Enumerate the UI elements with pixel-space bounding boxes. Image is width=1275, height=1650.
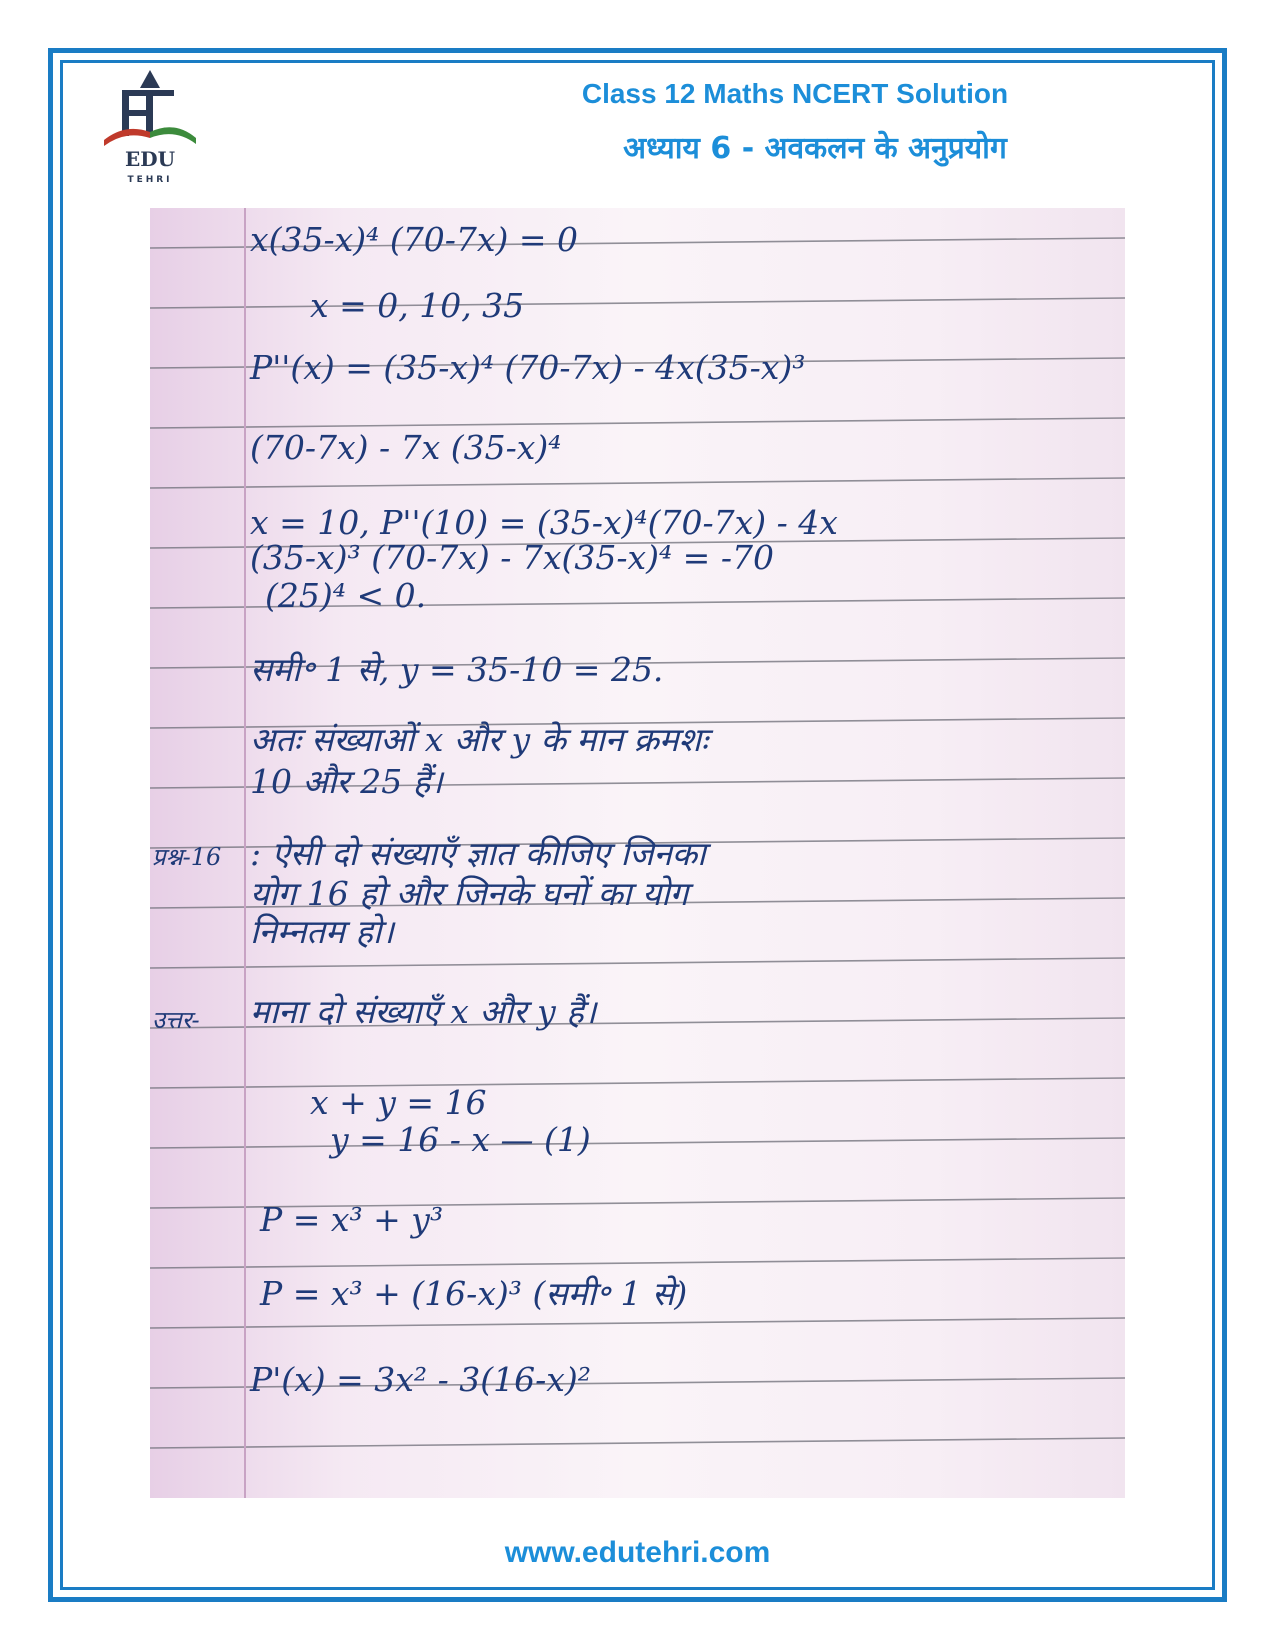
note-line-9: अतः संख्याओं x और y के मान क्रमशः [250, 720, 708, 759]
question-label: प्रश्न-16 [152, 843, 222, 871]
note-line-7: (25)⁴ < 0. [265, 576, 427, 615]
note-line-11: : ऐसी दो संख्याएँ ज्ञात कीजिए जिनका [250, 834, 706, 873]
note-line-16: y = 16 - x — (1) [330, 1120, 591, 1159]
note-line-10: 10 और 25 हैं। [250, 762, 443, 801]
logo-t-stem [146, 90, 153, 136]
logo-subtext: TEHRI [127, 175, 173, 185]
note-line-3: P''(x) = (35-x)⁴ (70-7x) - 4x(35-x)³ [250, 348, 806, 387]
note-line-4: (70-7x) - 7x (35-x)⁴ [250, 428, 562, 467]
logo-red-arc [104, 129, 150, 146]
note-line-17: P = x³ + y³ [260, 1200, 444, 1239]
note-line-1: x(35-x)⁴ (70-7x) = 0 [250, 220, 578, 259]
note-line-18: P = x³ + (16-x)³ (समी॰ 1 से) [260, 1274, 688, 1313]
edutehri-logo [100, 68, 200, 188]
logo-triangle [140, 70, 160, 88]
notebook-photo [150, 208, 1125, 1498]
note-line-12: योग 16 हो और जिनके घनों का योग [250, 874, 689, 913]
note-line-13: निम्नतम हो। [250, 912, 394, 951]
footer-website-url[interactable]: www.edutehri.com [504, 1536, 771, 1569]
notebook-margin-line [244, 208, 246, 1498]
note-line-15: x + y = 16 [310, 1083, 487, 1122]
note-line-2: x = 0, 10, 35 [310, 286, 525, 325]
header-title-hi: अध्याय 6 - अवकलन के अनुप्रयोग [623, 131, 1007, 166]
logo-text: EDU [124, 147, 176, 171]
note-line-14: माना दो संख्याएँ x और y हैं। [250, 992, 597, 1031]
logo-green-arc [150, 127, 196, 144]
note-line-8: समी॰ 1 से, y = 35-10 = 25. [250, 650, 664, 689]
answer-label: उत्तर- [152, 1006, 200, 1034]
logo-t-bar [140, 90, 174, 96]
note-line-6: (35-x)³ (70-7x) - 7x(35-x)⁴ = -70 [250, 538, 774, 577]
note-line-19: P'(x) = 3x² - 3(16-x)² [250, 1360, 591, 1399]
header-title-en: Class 12 Maths NCERT Solution [581, 78, 1009, 109]
logo-e-mid [122, 110, 148, 116]
note-line-5: x = 10, P''(10) = (35-x)⁴(70-7x) - 4x [250, 503, 838, 542]
